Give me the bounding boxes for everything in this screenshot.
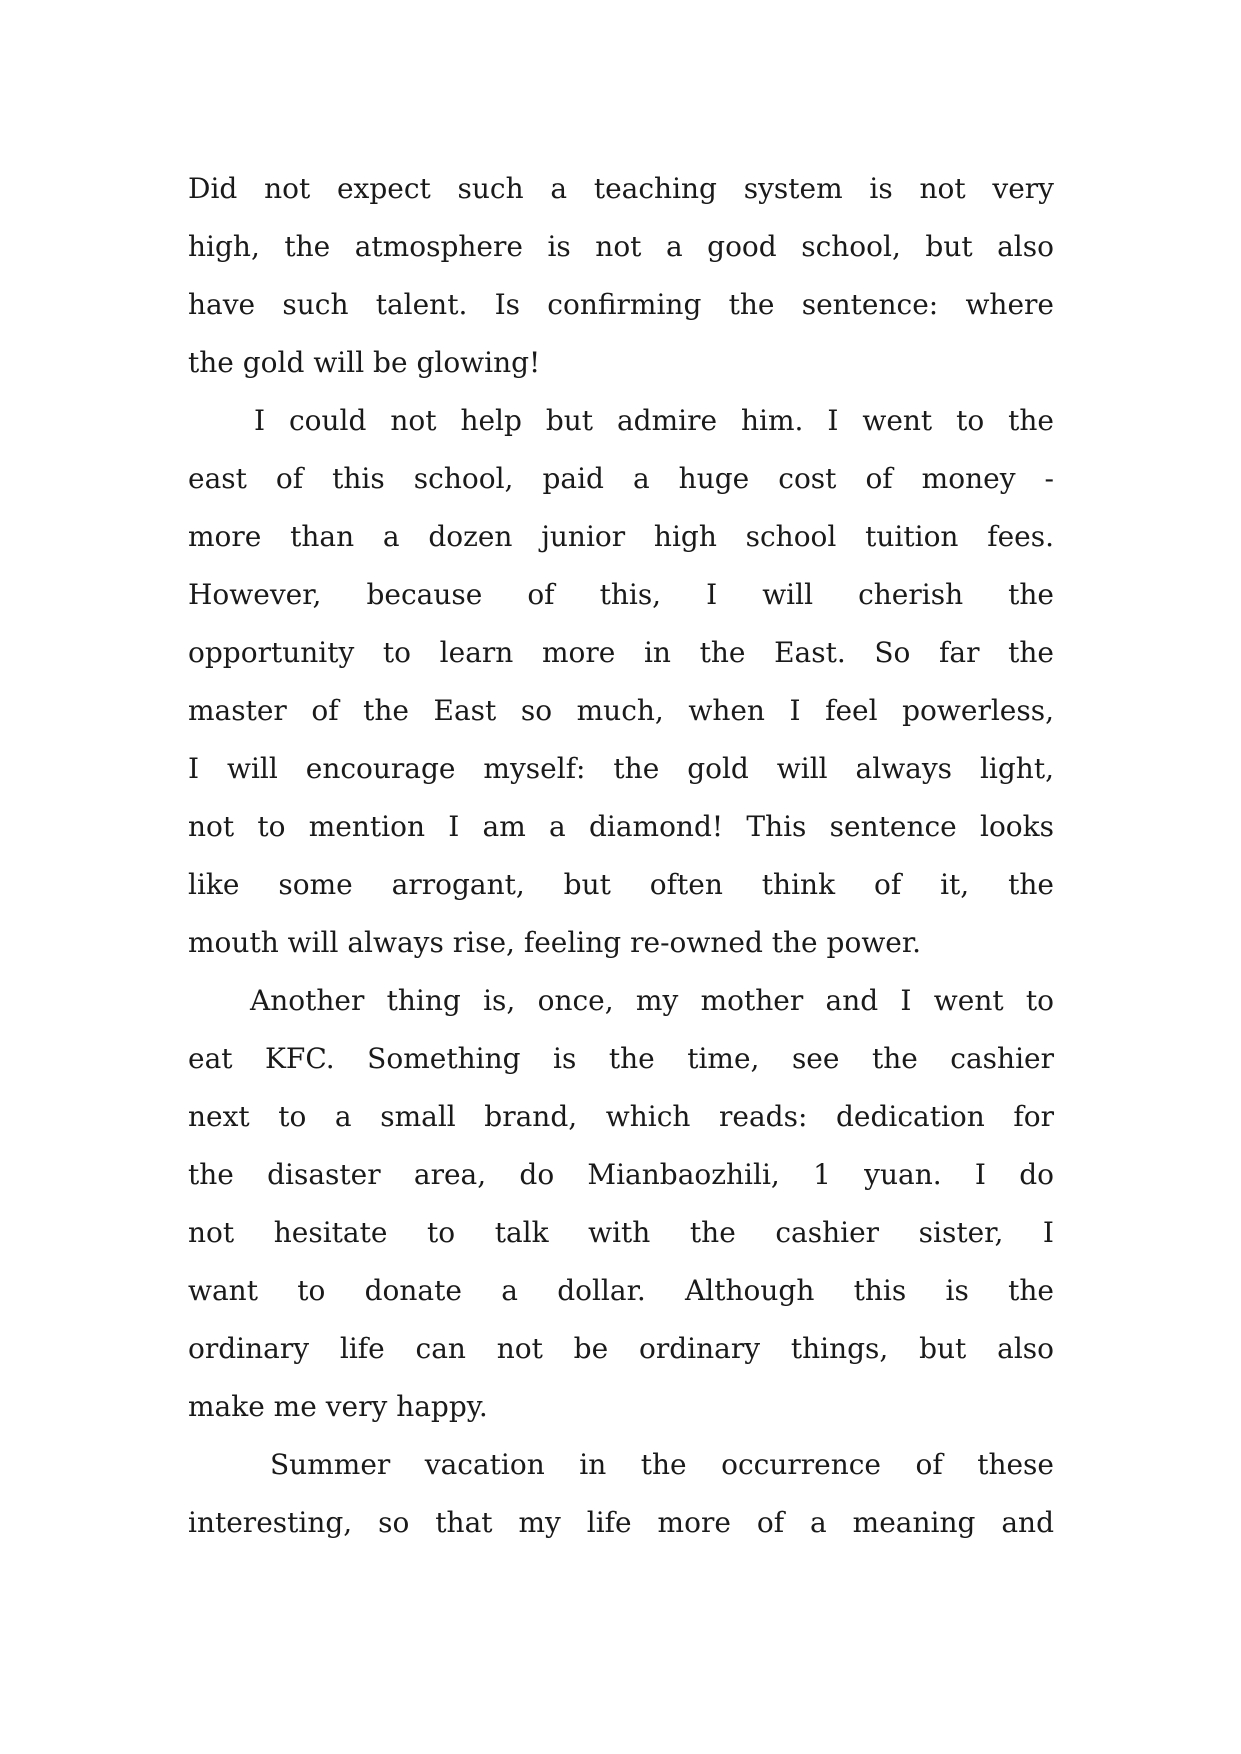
text-line: the gold will be glowing! bbox=[188, 346, 541, 379]
text-line: eat KFC. Something is the time, see the cashier bbox=[188, 1042, 1054, 1075]
body-text bbox=[188, 160, 1054, 1552]
text-line: next to a small brand, which reads: dedication for bbox=[188, 1100, 1054, 1133]
text-line: more than a dozen junior high school tuition fees. bbox=[188, 520, 1054, 553]
text-line: want to donate a dollar. Although this is the bbox=[188, 1274, 1054, 1307]
text-line: Another thing is, once, my mother and I went to bbox=[250, 984, 1054, 1017]
text-line: have such talent. Is confirming the sentence: where bbox=[188, 288, 1054, 321]
text-line: ordinary life can not be ordinary things, but also bbox=[188, 1332, 1054, 1365]
text-line: make me very happy. bbox=[188, 1390, 488, 1423]
text-line: opportunity to learn more in the East. So far the bbox=[188, 636, 1054, 669]
text-line: I will encourage myself: the gold will always light, bbox=[188, 752, 1054, 785]
text-line: high, the atmosphere is not a good school, but also bbox=[188, 230, 1054, 263]
text-line: Did not expect such a teaching system is not very bbox=[188, 172, 1054, 205]
text-line: Summer vacation in the occurrence of these bbox=[270, 1448, 1054, 1481]
text-line: not to mention I am a diamond! This sentence looks bbox=[188, 810, 1054, 843]
text-line: east of this school, paid a huge cost of money - bbox=[188, 462, 1054, 495]
text-line: However, because of this, I will cherish the bbox=[188, 578, 1054, 611]
text-line: interesting, so that my life more of a meaning and bbox=[188, 1506, 1054, 1539]
text-line: like some arrogant, but often think of it, the bbox=[188, 868, 1054, 901]
text-line: mouth will always rise, feeling re-owned the power. bbox=[188, 926, 922, 959]
text-line: the disaster area, do Mianbaozhili, 1 yuan. I do bbox=[188, 1158, 1054, 1191]
text-line: not hesitate to talk with the cashier sister, I bbox=[188, 1216, 1054, 1249]
text-line: master of the East so much, when I feel powerless, bbox=[188, 694, 1054, 727]
text-line: I could not help but admire him. I went to the bbox=[254, 404, 1054, 437]
